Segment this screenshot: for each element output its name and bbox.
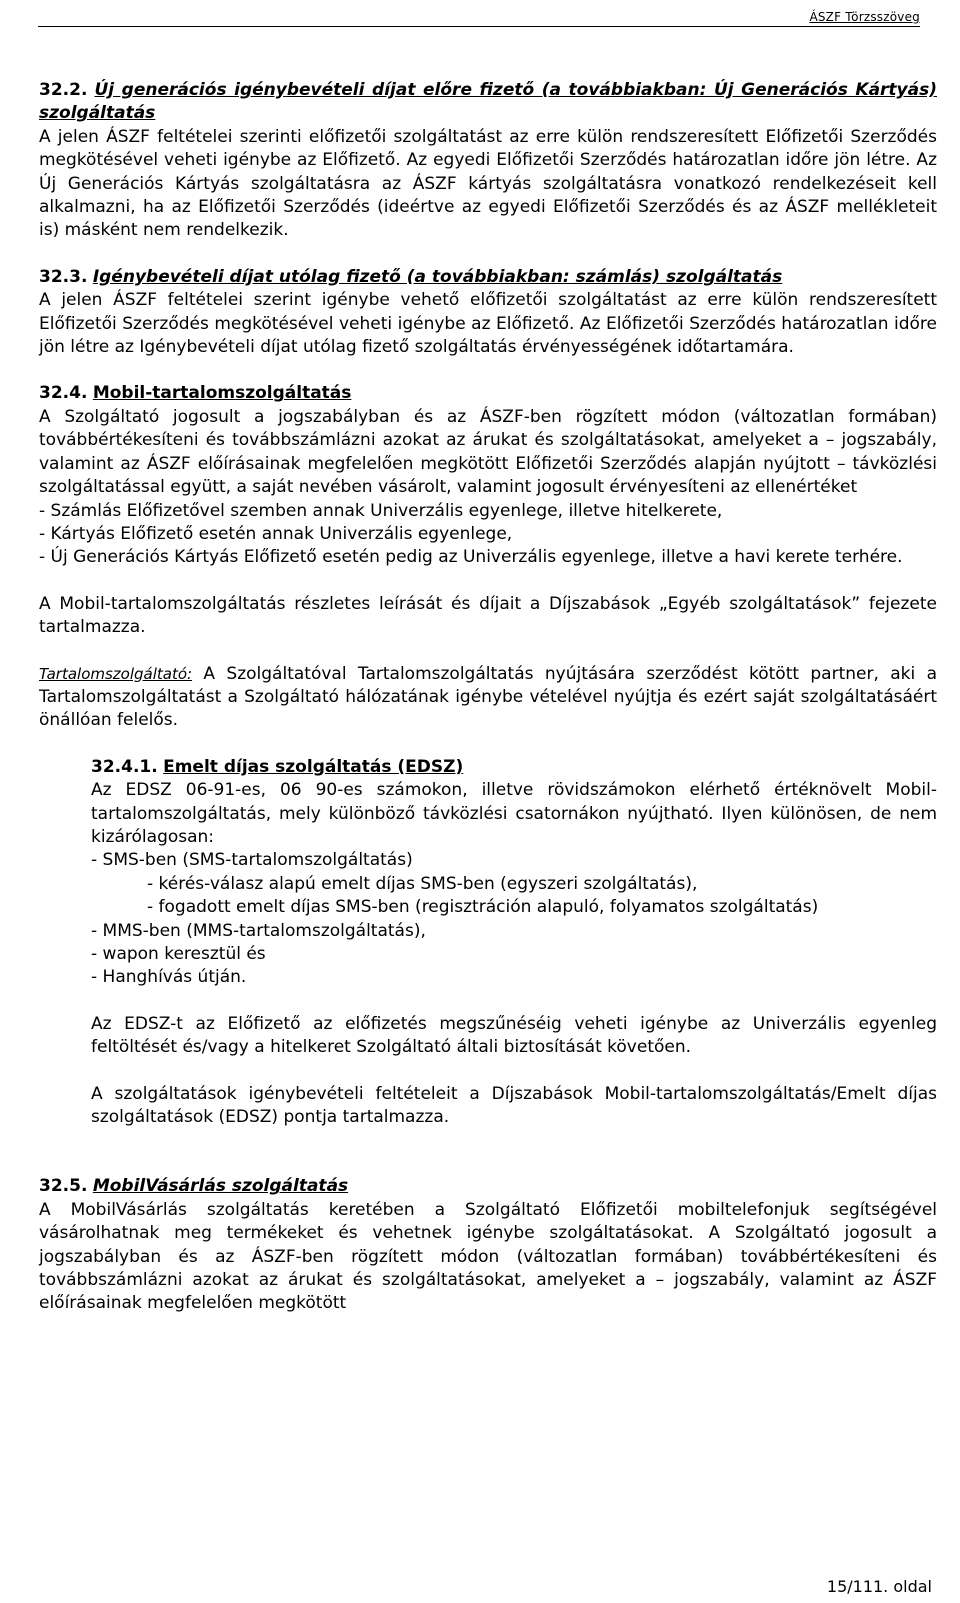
document-body: [39, 79, 937, 1316]
section-32-4-1-heading: 32.4.1. Emelt díjas szolgáltatás (EDSZ): [91, 756, 464, 777]
section-32-4-detail: A Mobil-tartalomszolgáltatás részletes leírását és díjait a Díjszabások „Egyéb szolgáltatások” fejezete tartalmazza.: [39, 593, 937, 638]
section-32-4-1: [91, 756, 937, 873]
list-item: - Hanghívás útján.: [91, 967, 247, 988]
list-item: - wapon keresztül és: [91, 944, 266, 964]
section-32-4-1-body: Az EDSZ 06-91-es, 06 90-es számokon, illetve rövidszámokon elérhető értéknövelt Mobil-tartalomszolgáltatás, mely különböző távközlési csatornákon nyújtható. Ilyen különösen, de nem kizárólagosan:: [91, 780, 937, 847]
list-subitem: - fogadott emelt díjas SMS-ben (regisztráción alapuló, folyamatos szolgáltatás): [147, 897, 819, 918]
list-subitem: - kérés-válasz alapú emelt díjas SMS-ben (egyszeri szolgáltatás),: [147, 873, 698, 894]
list-item: - Számlás Előfizetővel szemben annak Univerzális egyenlege, illetve hitelkerete,: [39, 500, 723, 521]
content-provider-definition: Tartalomszolgáltató: A Szolgáltatóval Tartalomszolgáltatás nyújtására szerződést kötött partner, aki a Tartalomszolgáltatást a Szolgáltató hálózatának igénybe vételével nyújtja és ezért saját szolgáltatásáért önállóan felelős.: [39, 663, 937, 731]
header-title: ÁSZF Törzsszöveg: [809, 10, 920, 24]
page-number: 15/111. oldal: [826, 1577, 932, 1596]
list-item: - Új Generációs Kártyás Előfizető esetén pedig az Univerzális egyenlege, illetve a havi kerete terhére.: [39, 547, 903, 568]
list-item: - SMS-ben (SMS-tartalomszolgáltatás): [91, 850, 413, 871]
list-item: - Kártyás Előfizető esetén annak Univerzális egyenlege,: [39, 523, 513, 544]
section-32-4-heading: 32.4. Mobil-tartalomszolgáltatás: [39, 383, 352, 404]
section-32-4-body: A Szolgáltató jogosult a jogszabályban és az ÁSZF-ben rögzített módon (változatlan formában) továbbértékesíteni és továbbszámlázni azokat az árukat és szolgáltatásokat, amelyeket a – jogszabály, valamint az ÁSZF előírásainak megfelelően megkötött Előfizetői Szerződés alapján nyújtott – távközlési szolgáltatással együtt, a saját nevében vásárolt, valamint jogosult érvényesíteni az ellenértéket: [39, 406, 937, 498]
definition-term: Tartalomszolgáltató:: [39, 664, 193, 683]
section-32-5-heading: 32.5. MobilVásárlás szolgáltatás: [39, 1176, 349, 1197]
list-item: - MMS-ben (MMS-tartalomszolgáltatás),: [91, 920, 426, 941]
section-32-3-body: A jelen ÁSZF feltételei szerint igénybe vehető előfizetői szolgáltatást az erre külön rendszeresített Előfizetői Szerződés megkötésével veheti igénybe az Előfizető. Az Előfizetői Szerződés határozatlan időre jön létre az Igénybevételi díjat utólag fizető szolgáltatás érvényességének időtartamára.: [39, 290, 937, 358]
section-32-4-1-list: [91, 920, 937, 1130]
section-32-3-heading: 32.3. Igénybevételi díjat utólag fizető (a továbbiakban: számlás) szolgáltatás: [39, 266, 783, 287]
section-32-5-body: A MobilVásárlás szolgáltatás keretében a Szolgáltató Előfizetői mobiltelefonjuk segítségével vásárolhatnak meg termékeket és vehetnek igénybe szolgáltatásokat. A Szolgáltató jogosult a jogszabályban és az ÁSZF-ben rögzített módon (változatlan formában) továbbértékesíteni és továbbszámlázni azokat az árukat és szolgáltatásokat, amelyeket a – jogszabály, valamint az ÁSZF előírásainak megfelelően megkötött: [39, 1199, 937, 1314]
section-32-4-1-para3: A szolgáltatások igénybevételi feltételeit a Díjszabások Mobil-tartalomszolgáltatás/Emelt díjas szolgáltatások (EDSZ) pontja tartalmazza.: [91, 1083, 937, 1128]
section-32-2-body: A jelen ÁSZF feltételei szerinti előfizetői szolgáltatást az erre külön rendszeresített Előfizetői Szerződés megkötésével veheti igénybe az Előfizető. Az egyedi Előfizetői Szerződés határozatlan időre jön létre. Az Új Generációs Kártyás szolgáltatásra az ÁSZF kártyás szolgáltatásra vonatkozó rendelkezéseit kell alkalmazni, ha az Előfizetői Szerződés (ideértve az egyedi Előfizetői Szerződés és az ÁSZF mellékleteit is) másként nem rendelkezik.: [39, 126, 937, 241]
section-32-4-1-para2: Az EDSZ-t az Előfizető az előfizetés megszűnéséig veheti igénybe az Univerzális egyenleg feltöltését és/vagy a hitelkeret Szolgáltató általi biztosítását követően.: [91, 1013, 937, 1058]
section-32-2-heading: 32.2. Új generációs igénybevételi díjat előre fizető (a továbbiakban: Új Generációs Kártyás) szolgáltatás: [39, 80, 937, 124]
page-header: [38, 6, 920, 27]
